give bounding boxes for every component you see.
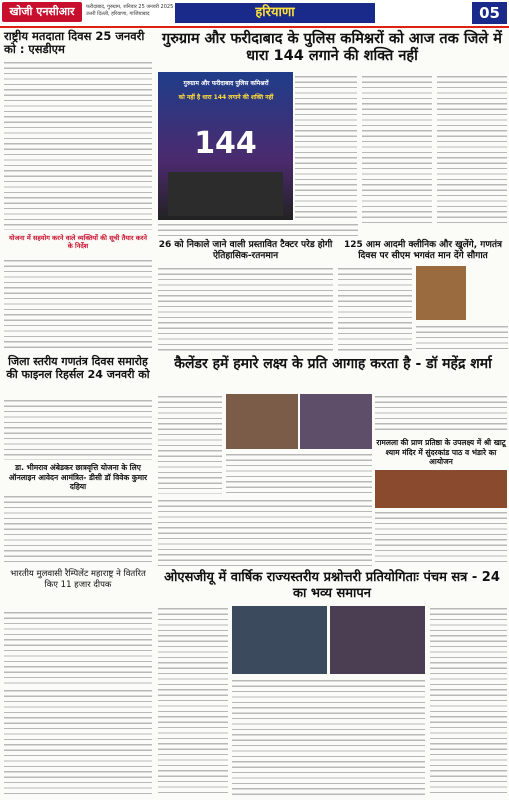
police-body-col2 <box>362 74 432 224</box>
osgu-photo-1 <box>232 606 327 674</box>
cm-photo <box>416 266 466 320</box>
dateline-sub: उत्तरी दिल्ली, हरियाणा, गाजियाबाद <box>86 11 150 17</box>
police-commissioner-headline: गुरुग्राम और फरीदाबाद के पुलिस कमिश्नरों को आज तक जिले में धारा 144 लगाने की शक्ति नहीं <box>162 31 502 64</box>
calendar-body-col2 <box>226 452 372 494</box>
police-silhouettes <box>168 172 283 216</box>
bharti-headline: भारतीय मुलवासी रैम्पिलेंट महाराष्ट्र ने वितरित किए 11 हजार दीपक <box>10 569 146 590</box>
osgu-photo-2 <box>330 606 425 674</box>
ram-temple-headline: रामलला की प्राण प्रतिष्ठा के उपलक्ष्य में श्री खाटू श्याम मंदिर में सुंदरकांड पाठ व भंडारे का आयोजन <box>376 438 506 466</box>
calendar-photo-2 <box>300 394 372 449</box>
osgu-body-col1 <box>158 606 228 796</box>
voters-day-subhead: योजना में सहयोग करने वाले व्यक्तियों की सूची तैयार करने के निर्देश <box>8 234 148 250</box>
police-body-bottom <box>158 222 358 236</box>
ambulance-headline: 125 आम आदमी क्लीनिक और खुलेंगे, गणतंत्र दिवस पर सीएम भगवंत मान देंगे सौगात <box>344 240 502 261</box>
scholarship-headline: डा. भीमराव अंबेडकर छात्रवृत्ति योजना के लिए ऑनलाइन आवेदन आमंत्रित- डीसी डॉ विवेक कुमार दहिया <box>8 463 148 491</box>
bharti-body <box>4 610 152 684</box>
dateline-date: फरीदाबाद, गुरुग्राम, शनिवार 25 जनवरी 2025 <box>86 4 174 10</box>
police-body-col3 <box>437 74 507 224</box>
photo-caption-2: को नहीं है धारा 144 लगाने की शक्ति नहीं <box>178 94 274 101</box>
section-title: हरियाणा <box>175 3 375 23</box>
scholarship-body <box>4 494 152 566</box>
voters-day-headline: राष्ट्रीय मतदाता दिवस 25 जनवरी को : एसडीएम <box>4 29 145 56</box>
ram-temple-photo <box>375 470 507 508</box>
ambulance-body-2 <box>416 324 508 352</box>
section-144-figure: 144 <box>194 126 257 161</box>
osgu-body-col3 <box>430 606 507 796</box>
voters-day-body <box>4 60 152 230</box>
rehearsal-headline: जिला स्तरीय गणतंत्र दिवस समारोह की फाइनल रिहर्सल 24 जनवरी को <box>6 355 150 381</box>
calendar-body-bottom <box>158 498 372 566</box>
newspaper-logo: खोजी एनसीआर <box>2 2 82 22</box>
voters-day-body-2 <box>4 258 152 352</box>
calendar-body-col1 <box>158 394 222 494</box>
police-photo <box>158 72 293 220</box>
photo-caption-1: गुरुग्राम और फरीदाबाद पुलिस कमिश्नरों <box>183 80 269 87</box>
page-number: 05 <box>472 2 507 24</box>
bharti-body-2 <box>4 688 152 796</box>
calendar-headline: कैलेंडर हमें हमारे लक्ष्य के प्रति आगाह करता है - डॉ महेंद्र शर्मा <box>174 356 492 372</box>
tender-headline: 26 को निकाले जाने वाली प्रस्तावित टैक्टर परेड होगी ऐतिहासिक-रतनमान <box>158 240 333 261</box>
ram-temple-body <box>375 510 507 566</box>
tender-body <box>158 266 333 352</box>
osgu-body-col2 <box>232 678 425 796</box>
rehearsal-body <box>4 398 152 460</box>
police-body-col1 <box>295 74 357 224</box>
calendar-photo-1 <box>226 394 298 449</box>
osgu-headline: ओएसजीयू में वार्षिक राज्यस्तरीय प्रश्नोत्तरी प्रतियोगिताः पंचम सत्र - 24 का भव्य समापन <box>164 570 500 601</box>
ambulance-body-1 <box>338 266 412 352</box>
calendar-body-col3 <box>375 394 507 434</box>
dateline <box>86 4 173 18</box>
